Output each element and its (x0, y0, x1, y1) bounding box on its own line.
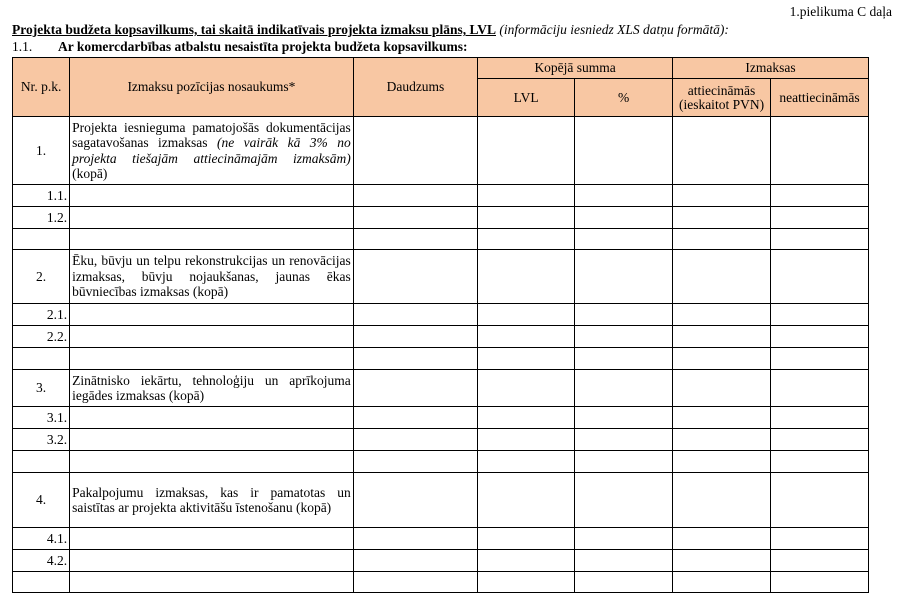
eligible-cell[interactable] (673, 250, 771, 304)
cost-item-name-cell[interactable] (70, 326, 354, 348)
qty-cell[interactable] (353, 370, 477, 407)
table-row (13, 572, 869, 593)
cost-item-name-cell[interactable] (70, 207, 354, 229)
cost-item-name-cell[interactable] (70, 304, 354, 326)
row-number: 3.2. (13, 429, 70, 451)
pct-cell[interactable] (575, 473, 673, 528)
subsection-heading (12, 39, 468, 55)
subsection-number: 1.1. (12, 39, 33, 54)
header-ineligible: neattiecināmās (770, 79, 868, 117)
annex-label: 1.pielikuma C daļa (789, 4, 892, 19)
row-number: 2. (13, 250, 70, 304)
table-row (13, 250, 869, 304)
row-number: 1. (13, 117, 70, 185)
table-row (13, 473, 869, 528)
cost-item-name: Zinātnisko iekārtu, tehnoloģiju un aprīkojuma iegādes izmaksas (kopā) (70, 370, 354, 407)
eligible-cell[interactable] (673, 370, 771, 407)
subsection-text: Ar komercdarbības atbalstu nesaistīta projekta budžeta kopsavilkums: (58, 39, 468, 54)
row-number: 3.1. (13, 407, 70, 429)
lvl-cell[interactable] (478, 117, 575, 185)
table-row (13, 185, 869, 207)
lvl-cell[interactable] (478, 473, 575, 528)
ineligible-cell[interactable] (770, 370, 868, 407)
table-row (13, 117, 869, 185)
table-row (13, 207, 869, 229)
row-number: 2.2. (13, 326, 70, 348)
row-number: 1.2. (13, 207, 70, 229)
header-pct: % (575, 79, 673, 117)
header-eligible: attiecināmās (ieskaitot PVN) (673, 79, 771, 117)
table-row (13, 429, 869, 451)
cost-item-name-cell[interactable] (70, 429, 354, 451)
ineligible-cell[interactable] (770, 473, 868, 528)
table-row (13, 229, 869, 250)
pct-cell[interactable] (575, 117, 673, 185)
row-number: 2.1. (13, 304, 70, 326)
document-title-note: (informāciju iesniedz XLS datņu formātā): (499, 22, 729, 37)
document-title (12, 22, 729, 38)
lvl-cell[interactable] (478, 250, 575, 304)
row-number: 4.2. (13, 550, 70, 572)
pct-cell[interactable] (575, 250, 673, 304)
table-row (13, 326, 869, 348)
cost-item-name: Ēku, būvju un telpu rekonstrukcijas un renovācijas izmaksas, būvju nojaukšanas, jaunas ēkas būvniecības izmaksas (kopā) (70, 250, 354, 304)
ineligible-cell[interactable] (770, 117, 868, 185)
qty-cell[interactable] (353, 473, 477, 528)
document-title-main: Projekta budžeta kopsavilkums, tai skaitā indikatīvais projekta izmaksu plāns, LVL (12, 22, 496, 37)
cost-item-name-cell[interactable] (70, 528, 354, 550)
table-row (13, 550, 869, 572)
header-nr: Nr. p.k. (13, 58, 70, 117)
cost-item-name-cell[interactable] (70, 407, 354, 429)
table-row (13, 370, 869, 407)
row-number: 3. (13, 370, 70, 407)
table-row (13, 528, 869, 550)
cost-item-name: Projekta iesnieguma pamatojošās dokumentācijas sagatavošanas izmaksas (ne vairāk kā 3% no projekta tiešajām attiecināmajām izmaksām) (kopā) (70, 117, 354, 185)
table-row (13, 451, 869, 473)
table-row (13, 407, 869, 429)
header-costs: Izmaksas (673, 58, 869, 79)
table-row (13, 304, 869, 326)
budget-table (12, 57, 869, 593)
header-qty: Daudzums (353, 58, 477, 117)
eligible-cell[interactable] (673, 117, 771, 185)
row-number: 1.1. (13, 185, 70, 207)
eligible-cell[interactable] (673, 473, 771, 528)
table-row (13, 348, 869, 370)
cost-item-name-cell[interactable] (70, 550, 354, 572)
header-name: Izmaksu pozīcijas nosaukums* (70, 58, 354, 117)
pct-cell[interactable] (575, 370, 673, 407)
qty-cell[interactable] (353, 250, 477, 304)
cost-item-name-cell[interactable] (70, 185, 354, 207)
row-number: 4.1. (13, 528, 70, 550)
header-total: Kopējā summa (478, 58, 673, 79)
lvl-cell[interactable] (478, 370, 575, 407)
row-number: 4. (13, 473, 70, 528)
qty-cell[interactable] (353, 117, 477, 185)
ineligible-cell[interactable] (770, 250, 868, 304)
header-lvl: LVL (478, 79, 575, 117)
cost-item-name: Pakalpojumu izmaksas, kas ir pamatotas un saistītas ar projekta aktivitāšu īstenošanu (kopā) (70, 473, 354, 528)
